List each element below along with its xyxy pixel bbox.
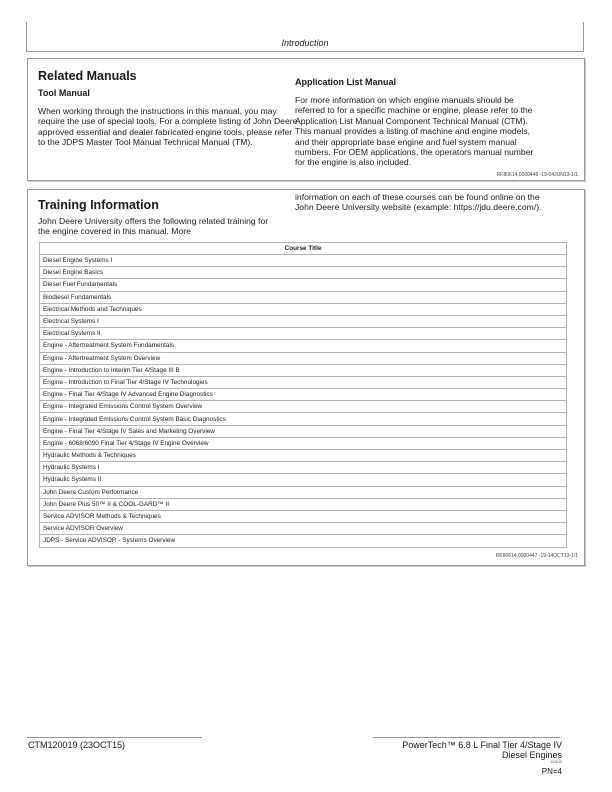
course-title: John Deere Custom Performance (40, 486, 567, 498)
page-number: PN=4 (541, 767, 562, 776)
column-header-course-title: Course Title (40, 243, 567, 255)
document-id: CTM120019 (23OCT15) (28, 740, 126, 750)
table-row (40, 389, 567, 401)
reference-code: RK80614,0000447 -19-14OCT13-1/1 (495, 553, 578, 559)
training-information-heading: Training Information (38, 198, 159, 212)
course-title: Electrical Methods and Techniques (40, 303, 567, 315)
tool-manual-heading: Tool Manual (38, 88, 90, 98)
footer-divider-left (27, 737, 202, 738)
course-title: Electrical Systems I (40, 315, 567, 327)
table-row (40, 291, 567, 303)
table-row (40, 462, 567, 474)
training-information-box (27, 189, 585, 566)
table-row (40, 340, 567, 352)
course-title: Biodiesel Fundamentals (40, 291, 567, 303)
table-row (40, 535, 567, 547)
table-row (40, 413, 567, 425)
table-row (40, 450, 567, 462)
footer-date-code: 102615 (550, 760, 562, 764)
course-title: Engine - Aftertreatment System Overview (40, 352, 567, 364)
table-row (40, 474, 567, 486)
course-title: Engine - Introduction to Interim Tier 4/Stage III B (40, 364, 567, 376)
reference-code: RK80614,0000446 -19-04JUN13-1/1 (496, 172, 578, 178)
table-row (40, 255, 567, 267)
table-row (40, 279, 567, 291)
course-title: Service ADVISOR Overview (40, 523, 567, 535)
table-row (40, 437, 567, 449)
course-title: Electrical Systems II (40, 328, 567, 340)
table-row (40, 364, 567, 376)
table-row (40, 498, 567, 510)
table-row (40, 315, 567, 327)
table-row (40, 267, 567, 279)
course-title: Engine - Final Tier 4/Stage IV Sales and Marketing Overview (40, 425, 567, 437)
footer-title-block (402, 740, 562, 777)
course-title: Hydraulic Systems I (40, 462, 567, 474)
course-title: Service ADVISOR Methods & Techniques (40, 510, 567, 522)
course-title: Diesel Fuel Fundamentals (40, 279, 567, 291)
page-header (26, 22, 584, 52)
course-title: Diesel Engine Systems I (40, 255, 567, 267)
table-row (40, 328, 567, 340)
table-row (40, 486, 567, 498)
footer-title-line2: Diesel Engines (501, 750, 562, 760)
table-row (40, 425, 567, 437)
table-row (40, 523, 567, 535)
course-title: Hydraulic Methods & Techniques (40, 450, 567, 462)
application-list-manual-heading: Application List Manual (295, 77, 397, 87)
course-title: Engine - 6068/6090 Final Tier 4/Stage IV Engine Overview (40, 437, 567, 449)
footer-divider-right (373, 737, 560, 738)
table-row (40, 352, 567, 364)
table-row (40, 401, 567, 413)
table-row (40, 376, 567, 388)
related-manuals-heading: Related Manuals (38, 69, 137, 83)
application-list-manual-text: For more information on which engine manuals should be referred to for a specific machine or engine, please refer to the Application List Manual Component Technical Manual (CTM). This manual provides a listing of machine and engine models, and their appropriate base engine and fuel system manual numbers. For OEM applications, the operators manual number for the engine is also included. (295, 95, 534, 168)
table-row (40, 510, 567, 522)
related-manuals-box (27, 58, 585, 181)
course-table (39, 242, 567, 548)
training-intro-left: John Deere University offers the following related training for the engine covered in this manual. More (38, 216, 269, 237)
course-title: Engine - Final Tier 4/Stage IV Advanced Engine Diagnostics (40, 389, 567, 401)
course-title: JDPS - Service ADVISOR - Systems Overview (40, 535, 567, 547)
course-title: John Deere Plus 50™ II & COOL-GARD™ II (40, 498, 567, 510)
course-title: Engine - Integrated Emissions Control System Overview (40, 401, 567, 413)
course-title: Engine - Introduction to Final Tier 4/Stage IV Technologies (40, 376, 567, 388)
course-title: Engine - Integrated Emissions Control System Basic Diagnostics (40, 413, 567, 425)
course-title: Engine - Aftertreatment System Fundamentals (40, 340, 567, 352)
training-intro-right: information on each of these courses can be found online on the John Deere University website (example: https://jdu.deere.com/). (295, 192, 542, 213)
table-row (40, 303, 567, 315)
course-title: Diesel Engine Basics (40, 267, 567, 279)
tool-manual-text: When working through the instructions in this manual, you may require the use of special tools. For a complete listing of John Deere approved essential and dealer fabricated engine tools, please refer to the JDPS Master Tool Manual Technical Manual (TM). (38, 106, 298, 148)
footer-title-line1: PowerTech™ 6.8 L Final Tier 4/Stage IV (402, 740, 562, 750)
section-title: Introduction (281, 38, 329, 48)
course-title: Hydraulic Systems II (40, 474, 567, 486)
